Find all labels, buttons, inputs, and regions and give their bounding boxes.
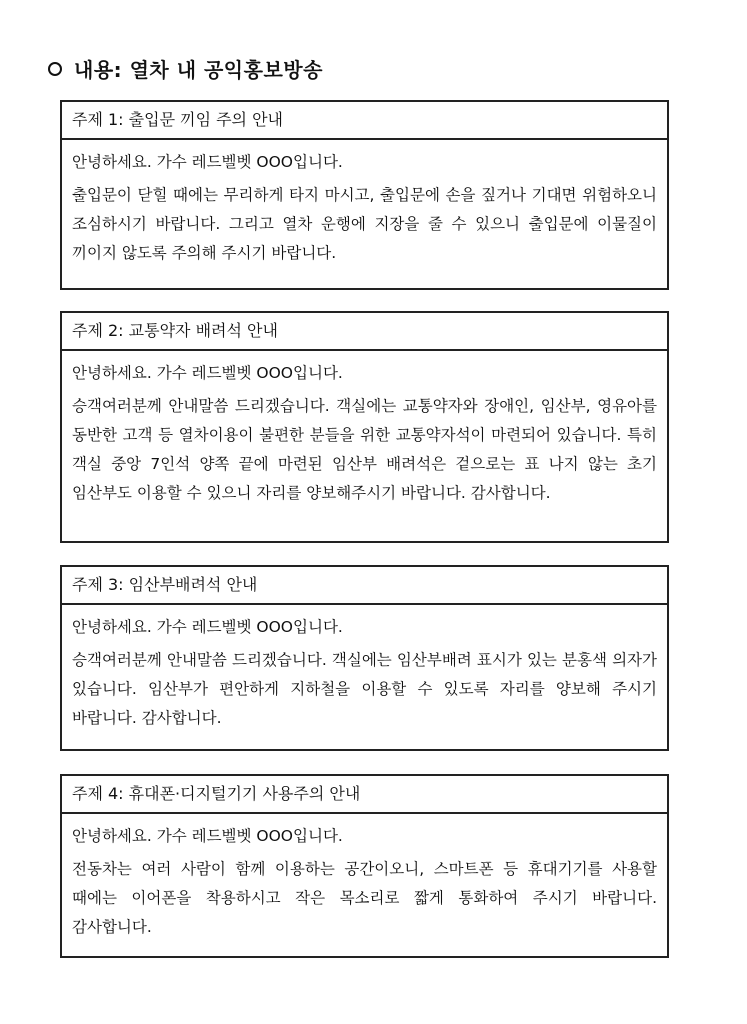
topic-header-2: 주제 2: 교통약자 배려석 안내 — [62, 313, 667, 351]
topic-greeting-4: 안녕하세요. 가수 레드벨벳 OOO입니다. — [72, 827, 343, 845]
topic-box-3 — [60, 565, 669, 751]
topic-body-4 — [62, 814, 667, 950]
topic-box-4 — [60, 774, 669, 958]
page-title — [48, 54, 323, 83]
topic-text-4: 전동차는 여러 사람이 함께 이용하는 공간이오니, 스마트폰 등 휴대기기를 사용할 때에는 이어폰을 착용하시고 작은 목소리로 짧게 통화하여 주시기 바랍니다. 감사합니다. — [72, 860, 657, 936]
topic-greeting-1: 안녕하세요. 가수 레드벨벳 OOO입니다. — [72, 153, 343, 171]
topic-text-1: 출입문이 닫힐 때에는 무리하게 타지 마시고, 출입문에 손을 짚거나 기대면 위험하오니 조심하시기 바랍니다. 그리고 열차 운행에 지장을 줄 수 있으니 출입문에 이물질이 끼이지 않도록 주의해 주시기 바랍니다. — [72, 186, 657, 262]
topic-header-3: 주제 3: 임산부배려석 안내 — [62, 567, 667, 605]
topic-greeting-2: 안녕하세요. 가수 레드벨벳 OOO입니다. — [72, 364, 343, 382]
topic-body-2 — [62, 351, 667, 516]
topic-header-4: 주제 4: 휴대폰·디지털기기 사용주의 안내 — [62, 776, 667, 814]
topic-text-3: 승객여러분께 안내말씀 드리겠습니다. 객실에는 임산부배려 표시가 있는 분홍색 의자가 있습니다. 임산부가 편안하게 지하철을 이용할 수 있도록 자리를 양보해 주시기 바랍니다. 감사합니다. — [72, 651, 657, 727]
topic-body-3 — [62, 605, 667, 741]
circle-bullet-icon — [48, 62, 62, 76]
topic-box-2 — [60, 311, 669, 543]
topic-greeting-3: 안녕하세요. 가수 레드벨벳 OOO입니다. — [72, 618, 343, 636]
topic-header-1: 주제 1: 출입문 끼임 주의 안내 — [62, 102, 667, 140]
topic-body-1 — [62, 140, 667, 276]
topic-box-1 — [60, 100, 669, 290]
page-title-text: 내용: 열차 내 공익홍보방송 — [74, 58, 323, 82]
topic-text-2: 승객여러분께 안내말씀 드리겠습니다. 객실에는 교통약자와 장애인, 임산부, 영유아를 동반한 고객 등 열차이용이 불편한 분들을 위한 교통약자석이 마련되어 있습니다. 특히 객실 중앙 7인석 양쪽 끝에 마련된 임산부 배려석은 겉으로는 표 나지 않는 초기 임산부도 이용할 수 있으니 자리를 양보해주시기 바랍니다. 감사합니다. — [72, 397, 657, 502]
